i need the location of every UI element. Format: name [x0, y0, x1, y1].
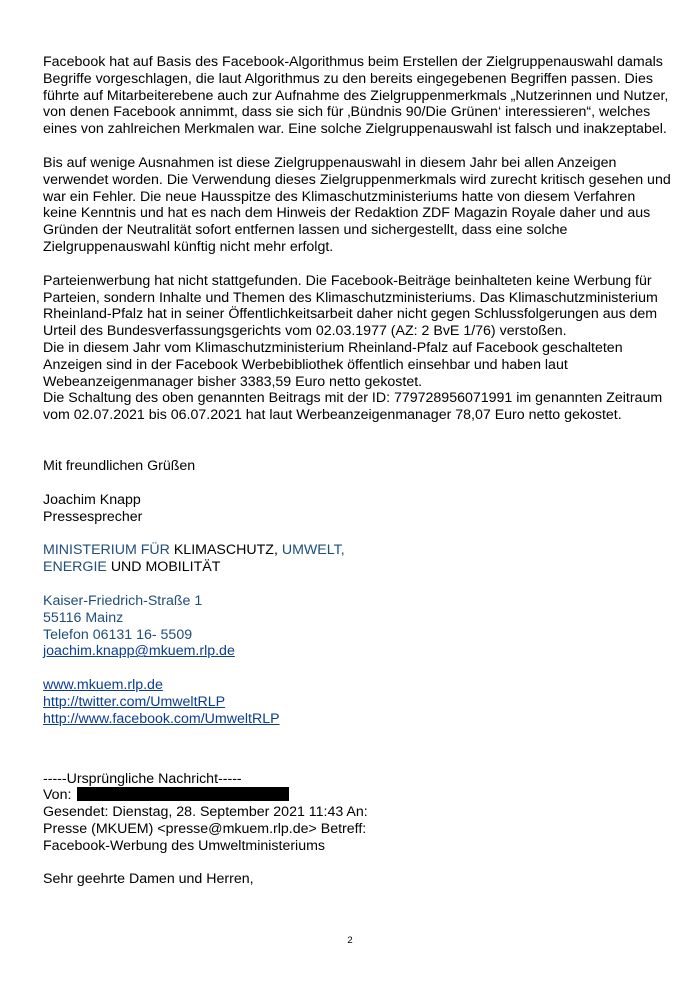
paragraph-party-advertising: Parteienwerbung hat nicht stattgefunden. Die Facebook-Beiträge beinhalteten keine Werbung für Parteien, sondern Inhalte und Themen des Klimaschutzministeriums. Das Klimaschutzministerium Rheinland-Pfalz hat in seiner Öffentlichkeitsarbeit daher nicht gegen Schlussfolgerungen aus dem Urteil des Bundesverfassungsgerichts vom 02.03.1977 (AZ: 2 BvE 1/76) verstoßen.: [43, 272, 658, 340]
paragraph-ad-costs: Die in diesem Jahr vom Klimaschutzministerium Rheinland-Pfalz auf Facebook geschalteten Anzeigen sind in der Facebook Werbebibliothek öffentlich einsehbar und haben laut Webeanzeigenmanager bisher 3383,59 Euro netto gekostet.: [43, 339, 623, 390]
phone-number: 06131 16- 5509: [92, 626, 193, 643]
paragraph-algorithm: Facebook hat auf Basis des Facebook-Algorithmus beim Erstellen der Zielgruppenauswahl damals Begriffe vorgeschlagen, die laut Algorithmus zu den bereits eingegebenen Begriffen passen. Dies führte auf Mitarbeiterebene auch zur Aufnahme des Zielgruppenmerkmals „Nutzerinnen und Nutzer, von denen Facebook annimmt, dass sie sich für ‚Bündnis 90/Die Grünen‘ interessieren“, welches eines von zahlreichen Merkmalen war. Eine solche Zielgruppenauswahl ist falsch und inakzeptabel.: [43, 54, 669, 138]
original-message-header: -----Ursprüngliche Nachricht-----: [43, 770, 242, 787]
signer-name: Joachim Knapp: [43, 491, 141, 508]
email-link[interactable]: joachim.knapp@mkuem.rlp.de: [43, 643, 235, 660]
ministry-name-line1: [43, 542, 673, 559]
paragraph-usage: Bis auf wenige Ausnahmen ist diese Zielgruppenauswahl in diesem Jahr bei allen Anzeigen verwendet worden. Die Verwendung dieses Zielgruppenmerkmals wird zurecht kritisch gesehen und war ein Fehler. Die neue Hausspitze des Klimaschutzministeriums hatte von diesem Verfahren keine Kenntnis und hat es nach dem Hinweis der Redaktion ZDF Magazin Royale daher und aus Gründen der Neutralität sofort entfernen lassen und sichergestellt, dass eine solche Zielgruppenauswahl künftig nicht mehr erfolgt.: [43, 154, 671, 255]
ministry-name-part: MINISTERIUM FÜR: [43, 542, 174, 559]
twitter-link[interactable]: http://twitter.com/UmweltRLP: [43, 693, 226, 710]
page-number: 2: [347, 935, 353, 946]
to-line: Presse (MKUEM) <presse@mkuem.rlp.de> Betreff:: [43, 820, 367, 837]
closing-greeting: Mit freundlichen Grüßen: [43, 457, 196, 474]
website-link[interactable]: www.mkuem.rlp.de: [43, 677, 163, 694]
ministry-name-part: ENERGIE: [43, 559, 111, 576]
phone-line: [43, 627, 673, 644]
ministry-name-line2: [43, 559, 673, 576]
subject-line: Facebook-Werbung des Umweltministeriums: [43, 837, 326, 854]
from-label: Von:: [43, 787, 72, 804]
address-city: 55116 Mainz: [43, 609, 124, 626]
ministry-name-part: UND MOBILITÄT: [110, 559, 221, 576]
paragraph-post-costs: Die Schaltung des oben genannten Beitrags mit der ID: 779728956071991 im genannten Zeitraum vom 02.07.2021 bis 06.07.2021 hat laut Werbeanzeigenmanager 78,07 Euro netto gekostet.: [43, 390, 663, 424]
address-street: Kaiser-Friedrich-Straße 1: [43, 592, 203, 609]
phone-label: Telefon: [43, 626, 93, 643]
signer-role: Pressesprecher: [43, 508, 143, 525]
ministry-name-part: KLIMASCHUTZ,: [173, 542, 282, 559]
redacted-sender: [77, 787, 289, 801]
from-line: [43, 787, 673, 804]
letter-content: [43, 54, 673, 888]
facebook-link[interactable]: http://www.facebook.com/UmweltRLP: [43, 710, 280, 727]
sent-line: Gesendet: Dienstag, 28. September 2021 11:43 An:: [43, 804, 368, 821]
ministry-name-part: UMWELT,: [281, 542, 345, 559]
salutation: Sehr geehrte Damen und Herren,: [43, 871, 254, 888]
